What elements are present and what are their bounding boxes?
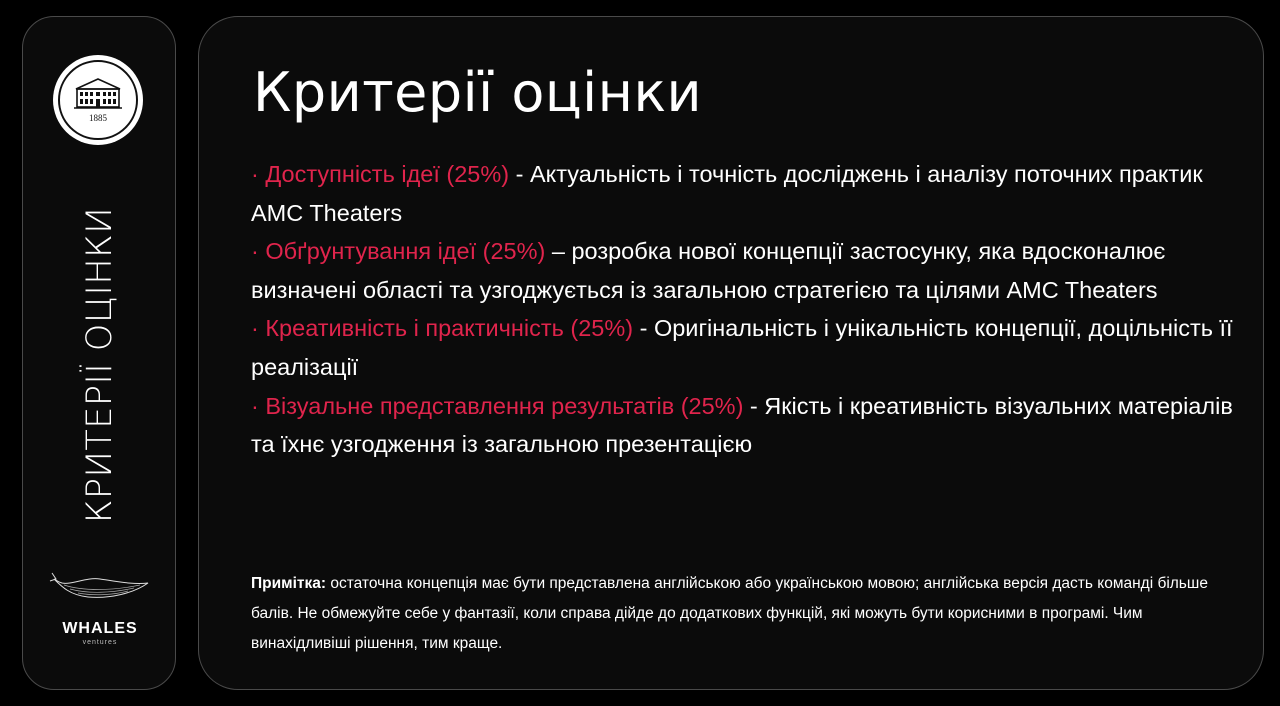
brand-subtitle: ventures bbox=[82, 639, 118, 646]
brand-logo bbox=[23, 569, 177, 646]
criterion-description: - Актуальність і точність досліджень і аналізу поточних практик AMC Theaters bbox=[251, 161, 1203, 226]
page-title: Критерії оцінки bbox=[253, 61, 703, 124]
brand-name: WHALES bbox=[62, 620, 138, 637]
criterion-description: - Якість і креативність візуальних матеріалів та їхнє узгодження із загальною презентацією bbox=[251, 392, 1233, 458]
seal-year: 1885 bbox=[89, 113, 107, 123]
building-icon bbox=[72, 77, 124, 111]
note-block bbox=[251, 569, 1211, 659]
criterion-item bbox=[251, 155, 1251, 232]
criterion-item bbox=[251, 232, 1251, 309]
criterion-description: – розробка нової концепції застосунку, яка вдосконалює визначені області та узгоджується із загальною стратегією та цілями AMC Theaters bbox=[251, 238, 1166, 303]
criterion-bullet: · bbox=[251, 161, 266, 187]
criterion-label: Креативність і практичність (25%) bbox=[265, 315, 634, 342]
note-label: Примітка: bbox=[251, 575, 327, 592]
university-seal-icon bbox=[53, 55, 143, 145]
main-panel bbox=[198, 16, 1264, 690]
vertical-title: КРИТЕРІЇ ОЦІНКИ bbox=[80, 206, 120, 524]
criterion-label: Доступність ідеї (25%) bbox=[265, 161, 510, 187]
criteria-list bbox=[251, 155, 1251, 464]
criterion-bullet: · bbox=[251, 315, 266, 342]
note-text: остаточна концепція має бути представлена англійською або українською мовою; англійська версія дасть команді більше балів. Не обмежуйте себе у фантазії, коли справа дійде до додаткових функцій, які можуть бути корисними в програмі. Чим винахідливіші рішення, тим краще. bbox=[251, 575, 1208, 652]
criterion-label: Обґрунтування ідеї (25%) bbox=[265, 238, 546, 265]
criterion-bullet: · bbox=[251, 238, 266, 265]
criterion-description: - Оригінальність і унікальність концепції, доцільність її реалізації bbox=[251, 315, 1233, 380]
criterion-label: Візуальне представлення результатів (25%) bbox=[265, 392, 744, 419]
criterion-bullet: · bbox=[251, 392, 266, 419]
criterion-item bbox=[251, 309, 1251, 386]
sidebar-panel bbox=[22, 16, 176, 690]
whale-logo-icon bbox=[48, 569, 152, 609]
criterion-item bbox=[251, 387, 1251, 464]
